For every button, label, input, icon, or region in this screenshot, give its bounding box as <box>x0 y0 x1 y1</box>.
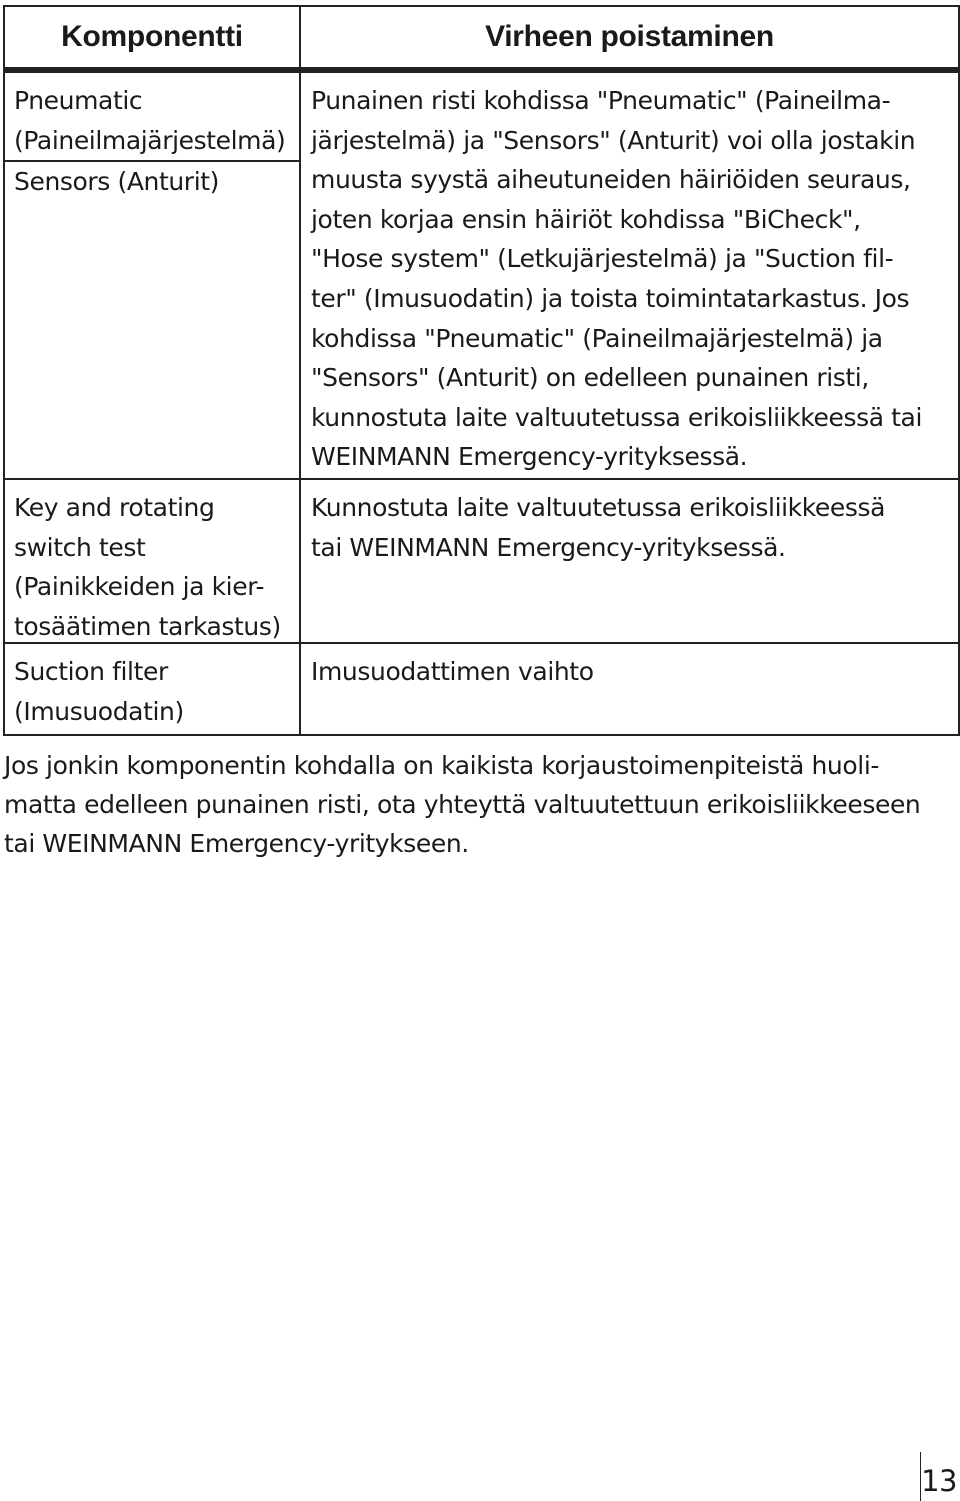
component-key-switch-test: Key and rotating switch test (Painikkeiden ja kier- tosäätimen tarkastus) <box>14 493 281 641</box>
page-number: 13 <box>921 1464 957 1498</box>
remedy-text: Imusuodattimen vaihto <box>311 657 594 687</box>
troubleshooting-table <box>3 5 960 736</box>
header-component: Komponentti <box>4 6 300 70</box>
remedy-cell <box>300 643 959 735</box>
component-cell <box>4 643 300 735</box>
table-row <box>4 479 959 643</box>
remedy-cell <box>300 70 959 479</box>
table-header-row <box>4 6 959 70</box>
component-sensors: Sensors (Anturit) <box>14 167 219 197</box>
table-row <box>4 643 959 735</box>
remedy-text: Kunnostuta laite valtuutetussa erikoisliikkeessä tai WEINMANN Emergency-yrityksessä. <box>311 493 886 562</box>
component-suction-filter: Suction filter (Imusuodatin) <box>14 657 184 726</box>
remedy-cell <box>300 479 959 643</box>
table-row <box>4 70 959 479</box>
footnote-paragraph: Jos jonkin komponentin kohdalla on kaikista korjaustoimenpiteistä huoli- matta edelleen punainen risti, ota yhteyttä valtuutettuun erikoisliikkeeseen tai WEINMANN Emergency-yritykseen. <box>4 751 921 858</box>
component-cell <box>4 479 300 643</box>
remedy-text: Punainen risti kohdissa "Pneumatic" (Paineilma- järjestelmä) ja "Sensors" (Anturit) voi olla jostakin muusta syystä aiheutuneiden häiriöiden seuraus, joten korjaa ensin häiriöt kohdissa "BiCheck", "Hose system" (Letkujärjestelmä) ja "Suction fil- ter" (Imusuodatin) ja toista toimintatarkastus. Jos kohdissa "Pneumatic" (Paineilmajärjestelmä) ja "Sensors" (Anturit) on edelleen punainen risti, kunnostuta laite valtuutetussa erikoisliikkeessä tai WEINMANN Emergency-yrityksessä. <box>311 86 923 472</box>
header-remedy: Virheen poistaminen <box>300 6 959 70</box>
component-pneumatic: Pneumatic (Paineilmajärjestelmä) <box>5 81 299 162</box>
component-cell <box>4 70 300 479</box>
